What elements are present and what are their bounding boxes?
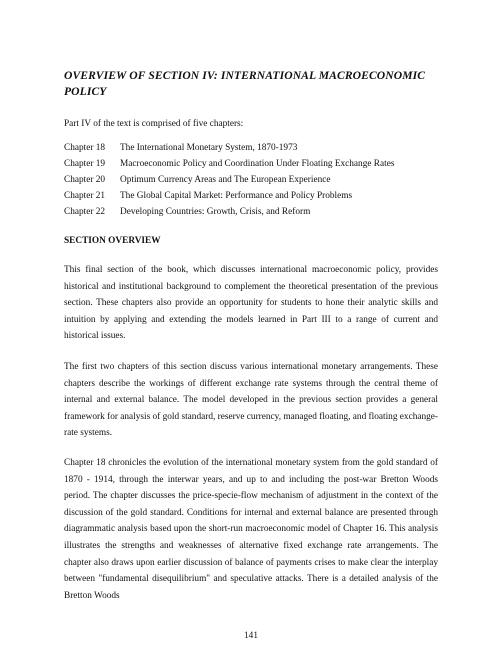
chapter-item	[64, 204, 438, 220]
page-number: 141	[244, 631, 258, 641]
body-paragraph: This final section of the book, which discusses international macroeconomic policy, provides historical and institutional background to complement the theoretical presentation of the previous section. These chapters also provide an opportunity for students to hone their analytic skills and intuition by applying and extending the models learned in Part III to a range of current and historical issues.	[64, 265, 438, 342]
chapter-number: Chapter 19	[64, 158, 106, 169]
chapter-item	[64, 156, 438, 172]
chapter-number: Chapter 22	[64, 206, 106, 217]
chapter-number: Chapter 21	[64, 190, 106, 201]
chapter-item	[64, 172, 438, 188]
chapter-title: Optimum Currency Areas and The European Experience	[120, 174, 331, 185]
chapter-title: Macroeconomic Policy and Coordination Under Floating Exchange Rates	[120, 158, 395, 169]
body-paragraph: Chapter 18 chronicles the evolution of the international monetary system from the gold standard of 1870 - 1914, through the interwar years, and up to and including the post-war Bretton Woods period. The chapter discusses the price-specie-flow mechanism of adjustment in the context of the discussion of the gold standard. Conditions for internal and external balance are presented through diagrammatic analysis based upon the short-run macroeconomic model of Chapter 16. This analysis illustrates the strengths and weaknesses of alternative fixed exchange rate arrangements. The chapter also draws upon earlier discussion of balance of payments crises to make clear the interplay between "fundamental disequilibrium" and speculative attacks. There is a detailed analysis of the Bretton Woods	[64, 458, 438, 601]
body-paragraph: The first two chapters of this section discuss various international monetary arrangements. These chapters describe the workings of different exchange rate systems through the central theme of internal and external balance. The model developed in the previous section provides a general framework for analysis of gold standard, reserve currency, managed floating, and floating exchange-rate systems.	[64, 362, 438, 439]
intro-text: Part IV of the text is comprised of five chapters:	[64, 119, 244, 129]
document-page	[64, 68, 438, 604]
document-title: OVERVIEW OF SECTION IV: INTERNATIONAL MACROECONOMIC POLICY	[64, 69, 426, 98]
chapter-title: Developing Countries: Growth, Crisis, and Reform	[120, 206, 311, 217]
chapter-number: Chapter 18	[64, 142, 106, 153]
chapter-title: The International Monetary System, 1870-1973	[120, 142, 298, 153]
chapter-item	[64, 188, 438, 204]
chapter-number: Chapter 20	[64, 174, 106, 185]
chapter-list	[64, 140, 438, 220]
section-heading: SECTION OVERVIEW	[64, 236, 161, 247]
chapter-item	[64, 140, 438, 156]
chapter-title: The Global Capital Market: Performance and Policy Problems	[120, 190, 353, 201]
